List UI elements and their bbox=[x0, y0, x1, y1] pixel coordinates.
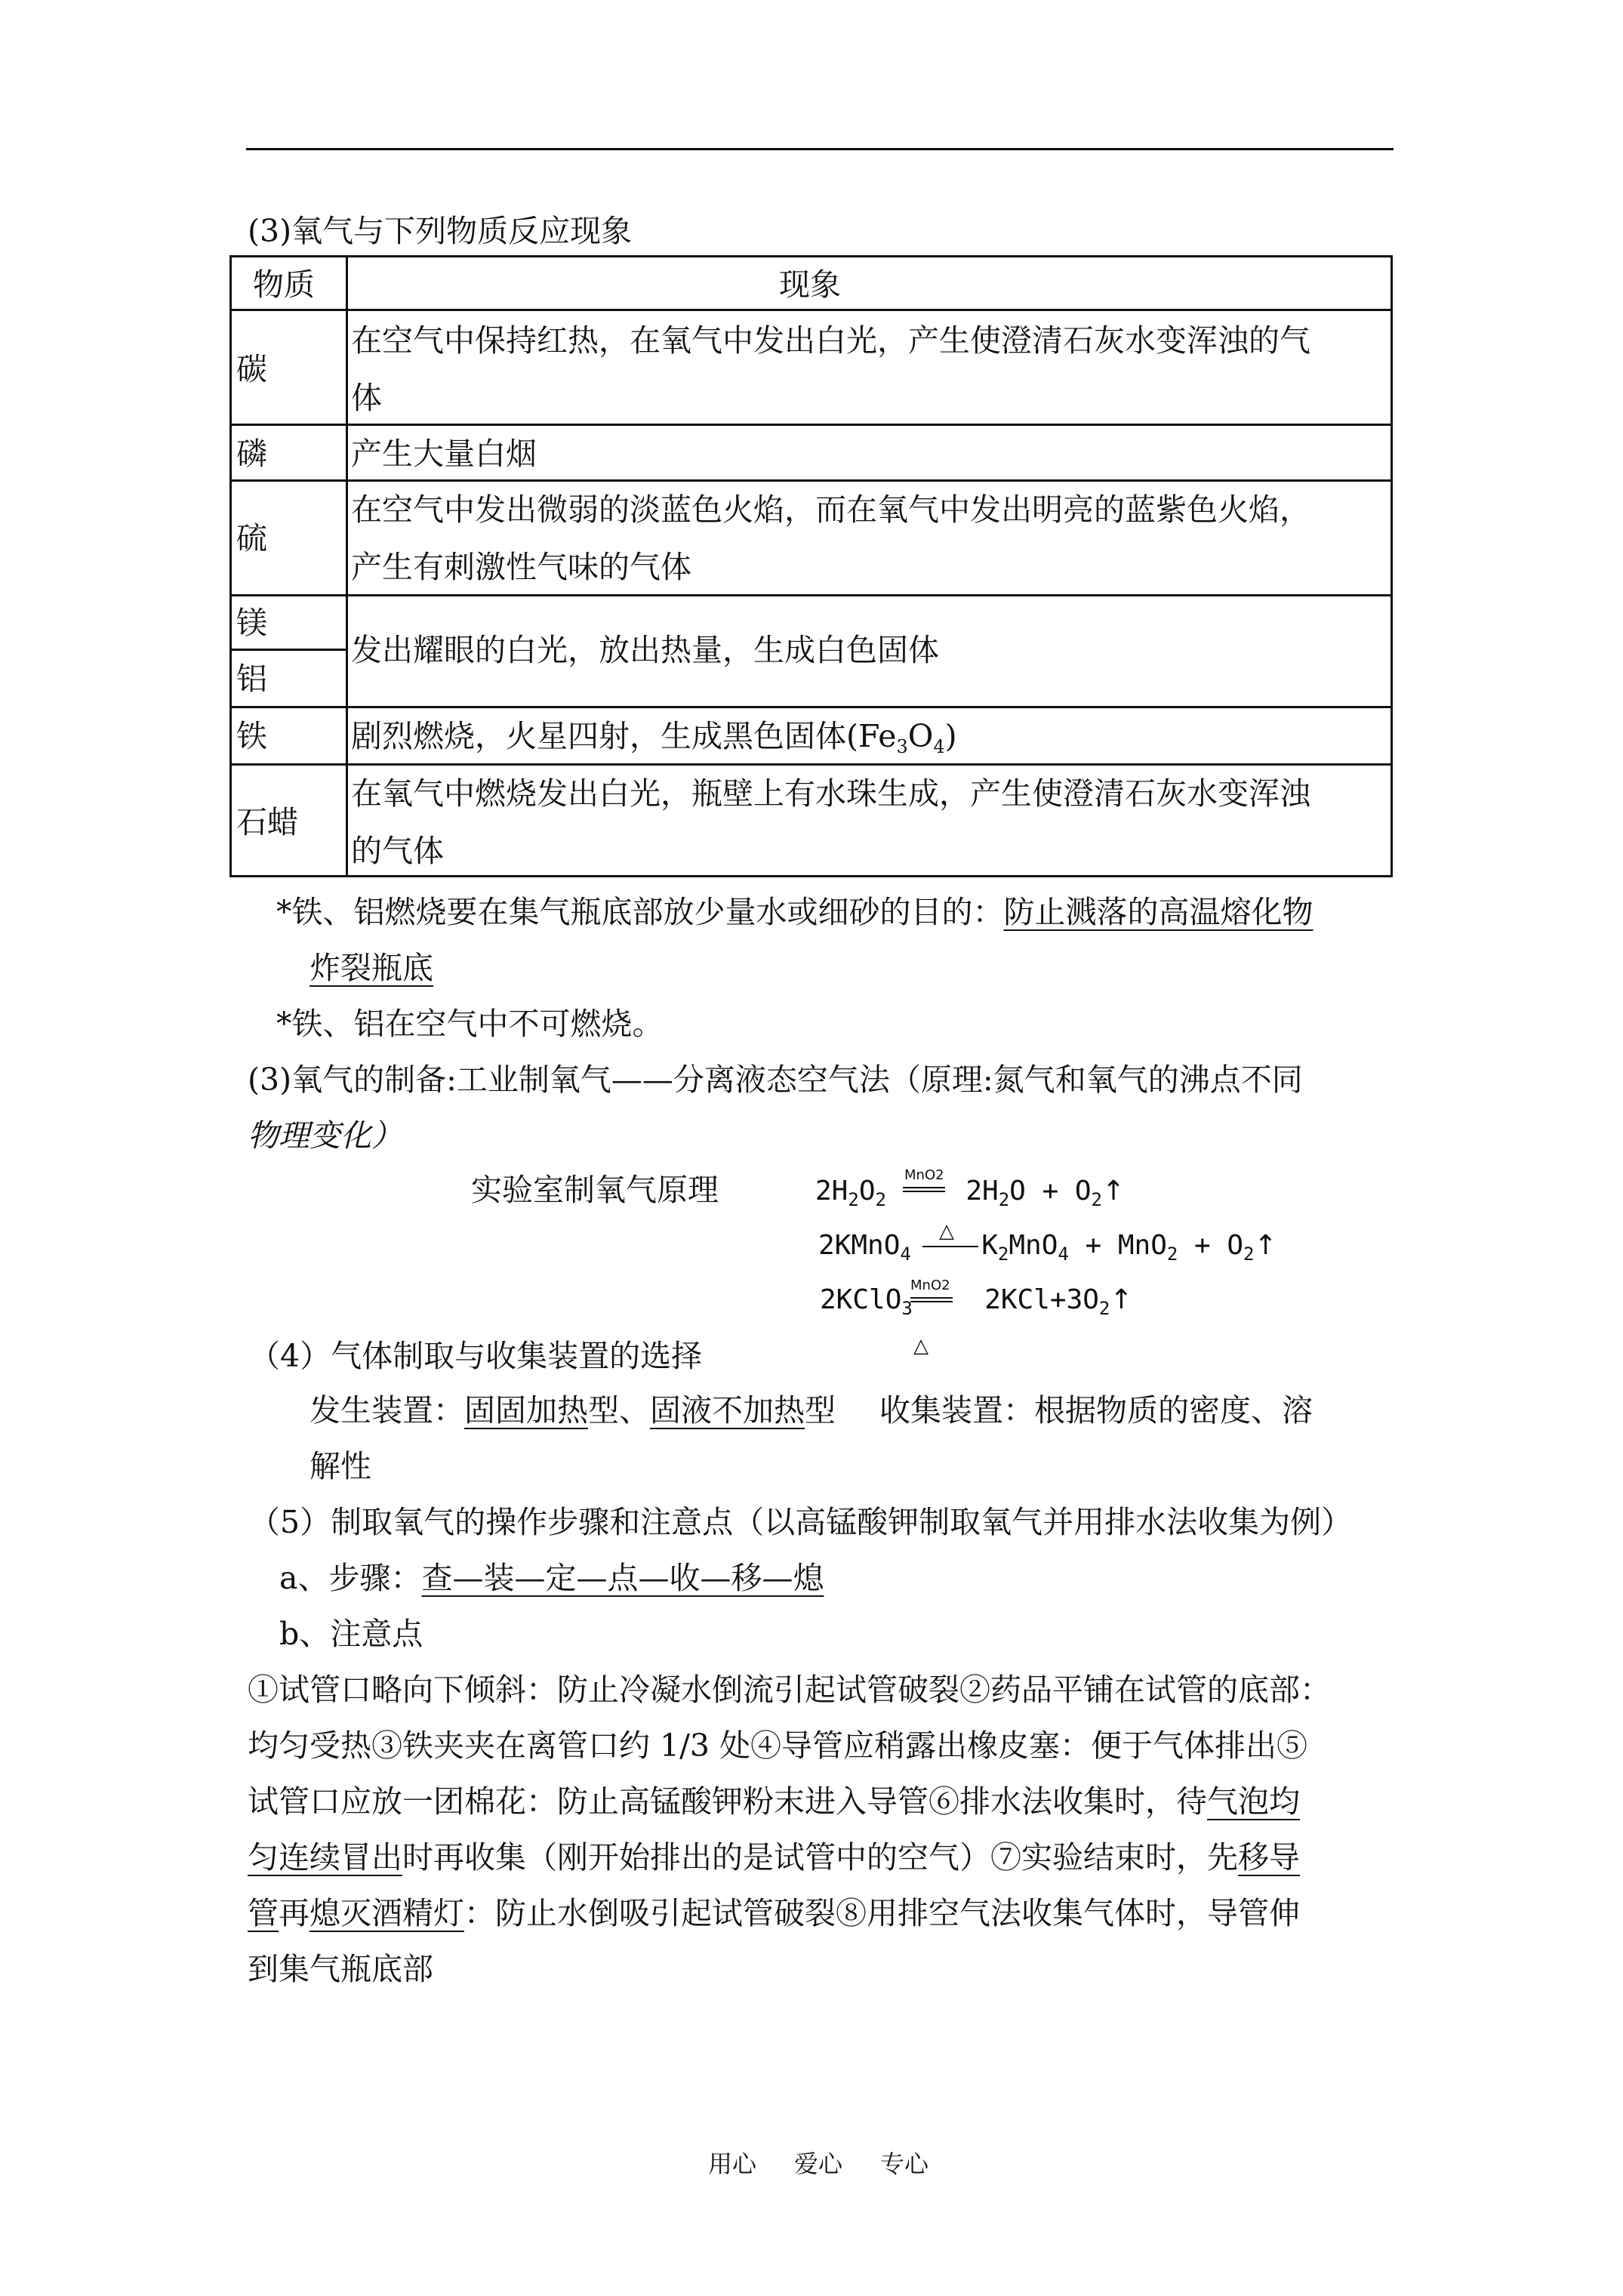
equation-bar bbox=[903, 1191, 945, 1192]
notes-label: b、注意点 bbox=[279, 1616, 423, 1652]
notes-paragraph-line: 均匀受热③铁夹夹在离管口约 1/3 处④导管应稍露出橡皮塞：便于气体排出⑤ bbox=[248, 1727, 1308, 1764]
notes-paragraph-line: 试管口应放一团棉花：防止高锰酸钾粉末进入导管⑥排水法收集时，待气泡均 bbox=[248, 1783, 1300, 1820]
heat-symbol: △ bbox=[939, 1220, 954, 1243]
note-not-burn: *铁、铝在空气中不可燃烧。 bbox=[276, 1006, 664, 1042]
steps-line: a、步骤：查—装—定—点—收—移—熄 bbox=[279, 1560, 824, 1596]
reaction-table bbox=[229, 255, 1393, 877]
table-rule bbox=[232, 649, 346, 651]
table-cell-phenomenon: 在空气中保持红热，在氧气中发出白光，产生使澄清石灰水变浑浊的气 bbox=[351, 322, 1310, 359]
table-rule bbox=[232, 309, 1390, 311]
table-cell-substance: 硫 bbox=[236, 520, 267, 556]
prep-line2: 物理变化） bbox=[248, 1117, 402, 1154]
prep-line1: (3)氧气的制备:工业制氧气——分离液态空气法（原理:氮气和氧气的沸点不同 bbox=[248, 1062, 1303, 1098]
notes-paragraph-line: ①试管口略向下倾斜：防止冷凝水倒流引起试管破裂②药品平铺在试管的底部： bbox=[248, 1672, 1331, 1708]
table-rule bbox=[232, 763, 1390, 766]
section-title: (3)氧气与下列物质反应现象 bbox=[248, 213, 633, 249]
lab-principle-label: 实验室制氧气原理 bbox=[471, 1172, 719, 1208]
table-column-divider bbox=[346, 257, 348, 875]
equation-h2o2: $2H_2O_2$ $2H_2O$ + $O_2↑$ bbox=[815, 1176, 1126, 1210]
catalyst-label: MnO2 bbox=[910, 1277, 950, 1293]
apparatus-line: 发生装置：固固加热型、固液不加热型 收集装置：根据物质的密度、溶 bbox=[310, 1392, 1313, 1428]
table-cell-substance: 石蜡 bbox=[236, 804, 298, 840]
table-cell-phenomenon: 剧烈燃烧，火星四射，生成黑色固体$(Fe_3O_4)$ bbox=[351, 718, 957, 757]
note-iron-aluminum: *铁、铝燃烧要在集气瓶底部放少量水或细砂的目的：防止溅落的高温熔化物 bbox=[276, 894, 1313, 930]
table-cell-phenomenon: 体 bbox=[351, 380, 382, 416]
table-cell-phenomenon: 在氧气中燃烧发出白光，瓶壁上有水珠生成，产生使澄清石灰水变浑浊 bbox=[351, 775, 1310, 812]
table-cell-phenomenon: 在空气中发出微弱的淡蓝色火焰，而在氧气中发出明亮的蓝紫色火焰， bbox=[351, 492, 1310, 528]
equation-bar bbox=[922, 1246, 978, 1247]
notes-paragraph-line: 管再熄灭酒精灯：防止水倒吸引起试管破裂⑧用排空气法收集气体时，导管伸 bbox=[248, 1895, 1300, 1931]
table-rule bbox=[232, 424, 1390, 426]
section4-title: （4）气体制取与收集装置的选择 bbox=[249, 1338, 703, 1374]
table-cell-substance: 碳 bbox=[236, 351, 267, 387]
notes-paragraph-line: 到集气瓶底部 bbox=[248, 1951, 433, 1987]
footer-word: 用心 bbox=[708, 2150, 757, 2178]
table-header-phenomenon: 现象 bbox=[779, 267, 841, 303]
section5-title: （5）制取氧气的操作步骤和注意点（以高锰酸钾制取氧气并用排水法收集为例） bbox=[249, 1504, 1353, 1540]
table-cell-substance: 铁 bbox=[236, 718, 267, 754]
table-rule bbox=[232, 594, 1390, 596]
apparatus-line-cont: 解性 bbox=[310, 1448, 371, 1484]
table-cell-substance: 磷 bbox=[236, 436, 267, 472]
table-cell-substance: 铝 bbox=[236, 661, 267, 697]
footer-word: 专心 bbox=[880, 2150, 929, 2178]
equation-kmno4: 2KMnO$_4$ $K_2MnO_4 + MnO_2$ + $O_2↑$ bbox=[818, 1230, 1277, 1265]
equation-kclo3: 2KClO$_3$ $2KCl+3O_2↑$ bbox=[820, 1284, 1133, 1319]
table-rule bbox=[232, 479, 1390, 482]
table-header-substance: 物质 bbox=[253, 267, 315, 303]
note-answer-cont: 炸裂瓶底 bbox=[310, 950, 433, 986]
table-cell-phenomenon: 产生大量白烟 bbox=[351, 436, 537, 472]
equation-bar bbox=[910, 1301, 953, 1302]
equation-bar bbox=[903, 1187, 945, 1188]
heat-symbol: △ bbox=[913, 1335, 929, 1358]
table-cell-phenomenon: 发出耀眼的白光，放出热量，生成白色固体 bbox=[351, 632, 939, 668]
notes-paragraph-line: 匀连续冒出时再收集（刚开始排出的是试管中的空气）⑦实验结束时，先移导 bbox=[248, 1839, 1300, 1875]
footer-word: 爱心 bbox=[794, 2150, 843, 2178]
equation-bar bbox=[910, 1297, 953, 1299]
table-rule bbox=[232, 706, 1390, 708]
header-rule bbox=[246, 148, 1394, 150]
table-cell-phenomenon: 的气体 bbox=[351, 833, 444, 869]
table-cell-phenomenon: 产生有刺激性气味的气体 bbox=[351, 549, 691, 585]
table-cell-substance: 镁 bbox=[236, 605, 267, 641]
catalyst-label: MnO2 bbox=[904, 1167, 944, 1183]
